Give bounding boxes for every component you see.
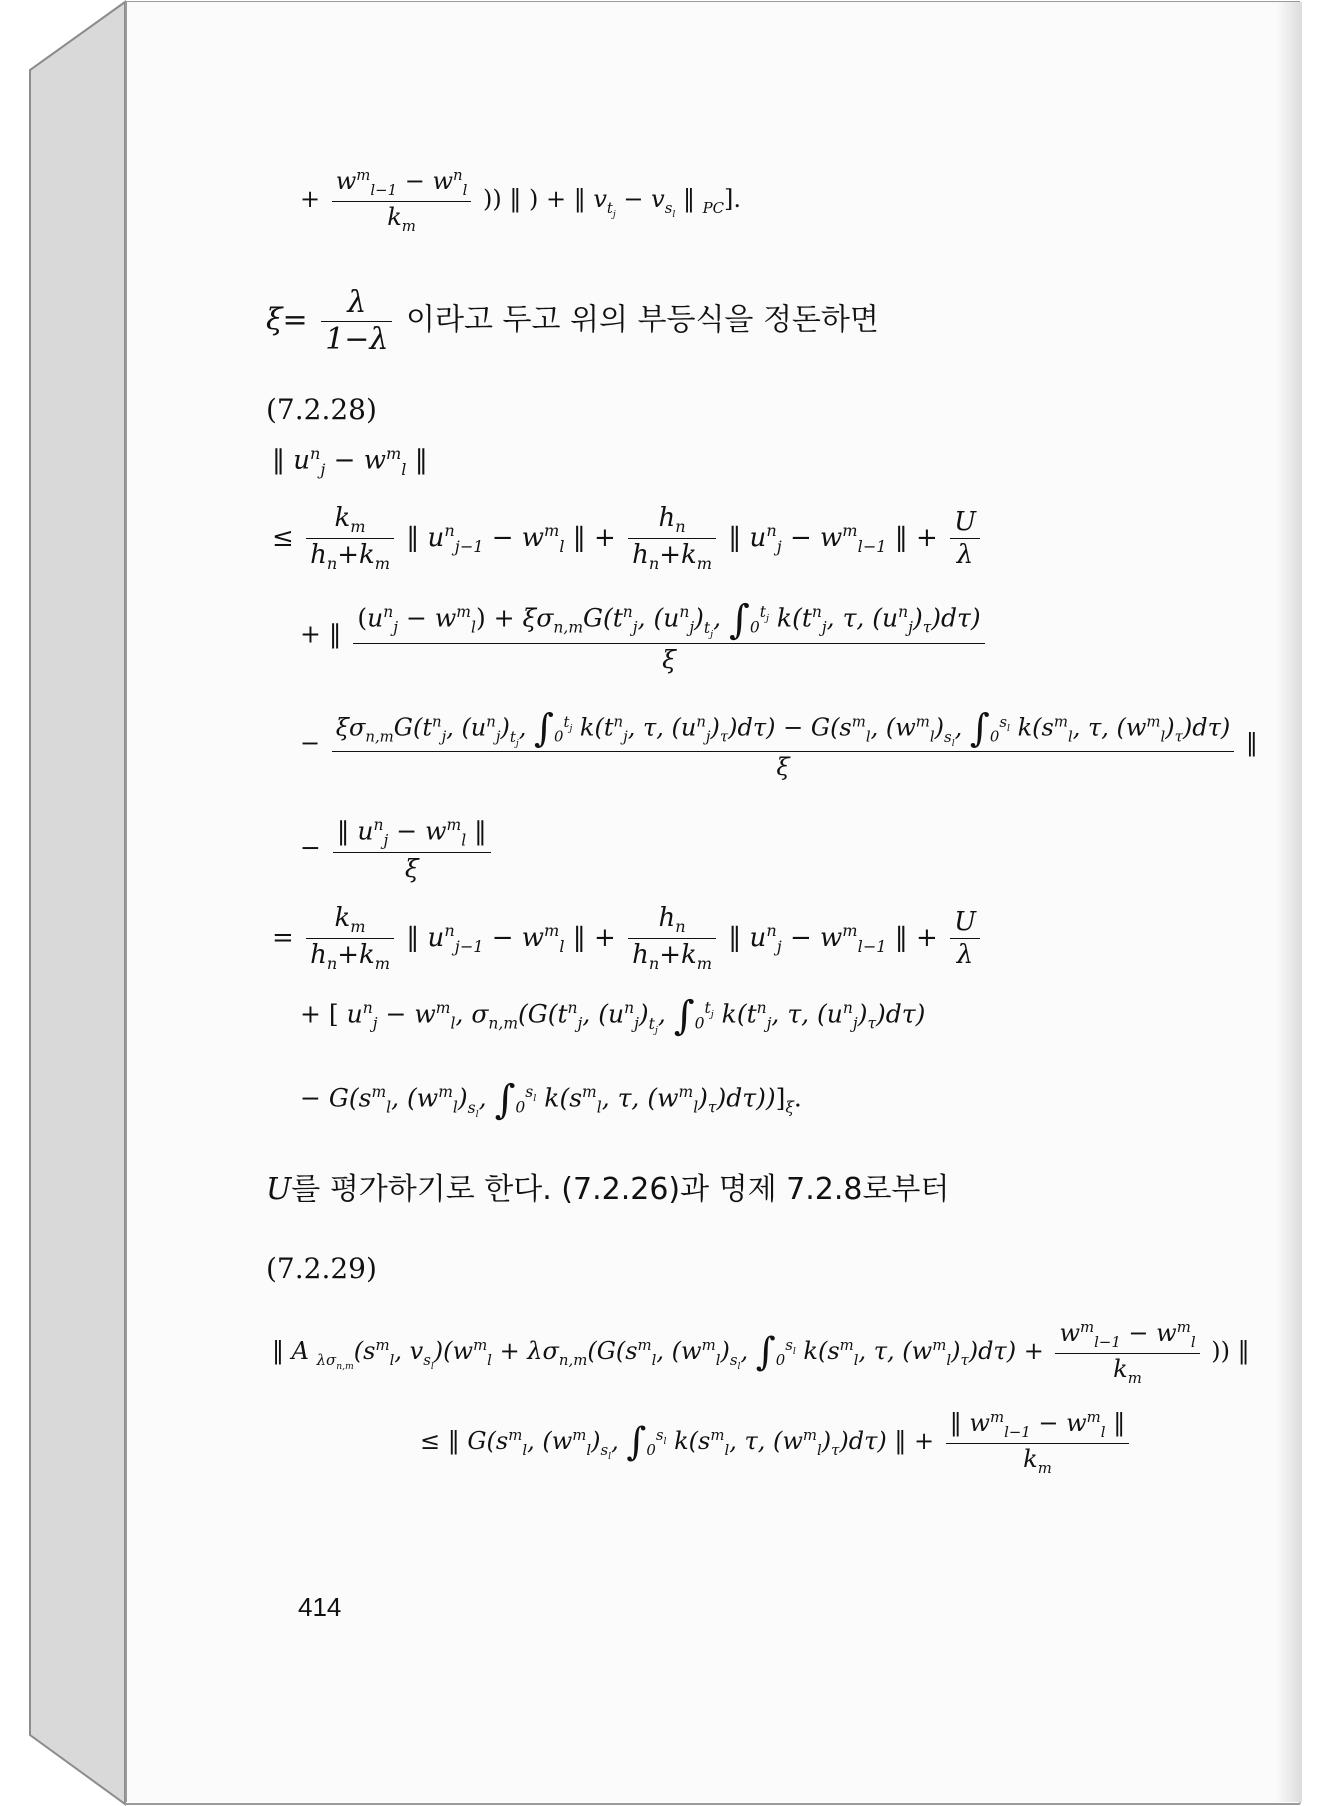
intro-text: 이라고 두고 위의 부등식을 정돈하면 — [406, 302, 879, 338]
equation-line: ‖ $u^n_j - w^m_l$ ‖ — [272, 444, 428, 479]
equation-line: − $G(s^m_l$, $(w^m_l)_{s_l}$, $\int_0^{s_l}$ $k(s^m_l$, τ, $(w^m_l)_\tau)d\tau))]_\xi$. — [300, 1077, 802, 1123]
book-page — [125, 2, 1302, 1802]
equation-label: (7.2.29) — [266, 1252, 377, 1285]
u-sentence: U를 평가하기로 한다. (7.2.26)과 명제 7.2.8로부터 — [266, 1172, 950, 1207]
equation-line: + [ $u^n_j - w^m_l$, $\sigma_{n,m}(G(t^n_j$, $(u^n_j)_{t_j}$, $\int_0^{t_j}$ $k(t^n_j$, τ, $(u^n_j)_\tau)d\tau$) — [300, 993, 926, 1039]
equation-line: = $\frac{k_m}{h_n+k_m}$ ‖ $u^n_{j-1} - w^m_l$ ‖ + $\frac{h_n}{h_n+k_m}$ ‖ $u^n_j - w^m_{l-1}$ ‖ + $\frac{U}{\lambda}$ — [272, 905, 984, 973]
equation-line: − $\frac{‖ u^n_j - w^m_l ‖}{\xi}$ — [300, 818, 495, 881]
equation-line: − $\xi\sigma_{n,m}G(t^n_j$, $(u^n_j)_{t_j}$, $\int_0^{t_j}$ $k(t^n_j$, τ, $(u^n_j)_\tau)d\tau) - G(s^m_l$, $(w^m_l)_{s_l}$, $\int_0^{s_l}$ $k(s^m_l$, τ, $(w^m_l)_\tau)d\tau$) ξ ‖ — [300, 706, 1258, 782]
page-shadow — [1276, 2, 1302, 1802]
equation-label: (7.2.28) — [266, 393, 377, 426]
page-number: 414 — [298, 1592, 342, 1622]
equation-line: ≤ $\frac{k_m}{h_n+k_m}$ ‖ $u^n_{j-1} - w^m_l$ ‖ + $\frac{h_n}{h_n+k_m}$ ‖ $u^n_j - w^m_{l-1}$ ‖ + $\frac{U}{\lambda}$ — [272, 505, 984, 573]
equation-continuation: + $\frac{w^m_{l-1} - w^n_l}{k_m}$ )) ‖ ) + ‖ $v_{t_j} - v_{s_l}$ ‖ $_{PC}$]. — [300, 166, 741, 235]
equation-line: ‖ A $_{\lambda\sigma_{n,m}}(s^m_l$, $v_{s_l})(w^m_l + \lambda\sigma_{n,m}(G(s^m_l$, $(w^m_l)_{s_l}$, $\int_0^{s_l}$ $k(s^m_l$, τ, $(w^m_l)_\tau)d\tau$) + $\frac{w^m_{l-1} - w^m_l}{k_m}$ )) ‖ — [272, 1318, 1250, 1387]
equation-line: ≤ ‖ $G(s^m_l$, $(w^m_l)_{s_l}$, $\int_0^{s_l}$ $k(s^m_l$, τ, $(w^m_l)_\tau)d\tau$) ‖ + $\frac{‖ w^m_{l-1} - w^m_l ‖}{k_m}$ — [420, 1410, 1133, 1475]
equation-line: + ‖ $\frac{(u^n_j - w^m_l) + \xi\sigma_{n,m}G(t^n_j, (u^n_j)_{t_j}, \int_0^{t_j} k(t^n_j, \tau, (u^n_j)_\tau)d\tau)}{\xi}$ — [300, 600, 989, 672]
xi-definition: ξ= $\frac{\lambda}{1-\lambda}$ 이라고 두고 위의 부등식을 정돈하면 — [266, 285, 879, 357]
